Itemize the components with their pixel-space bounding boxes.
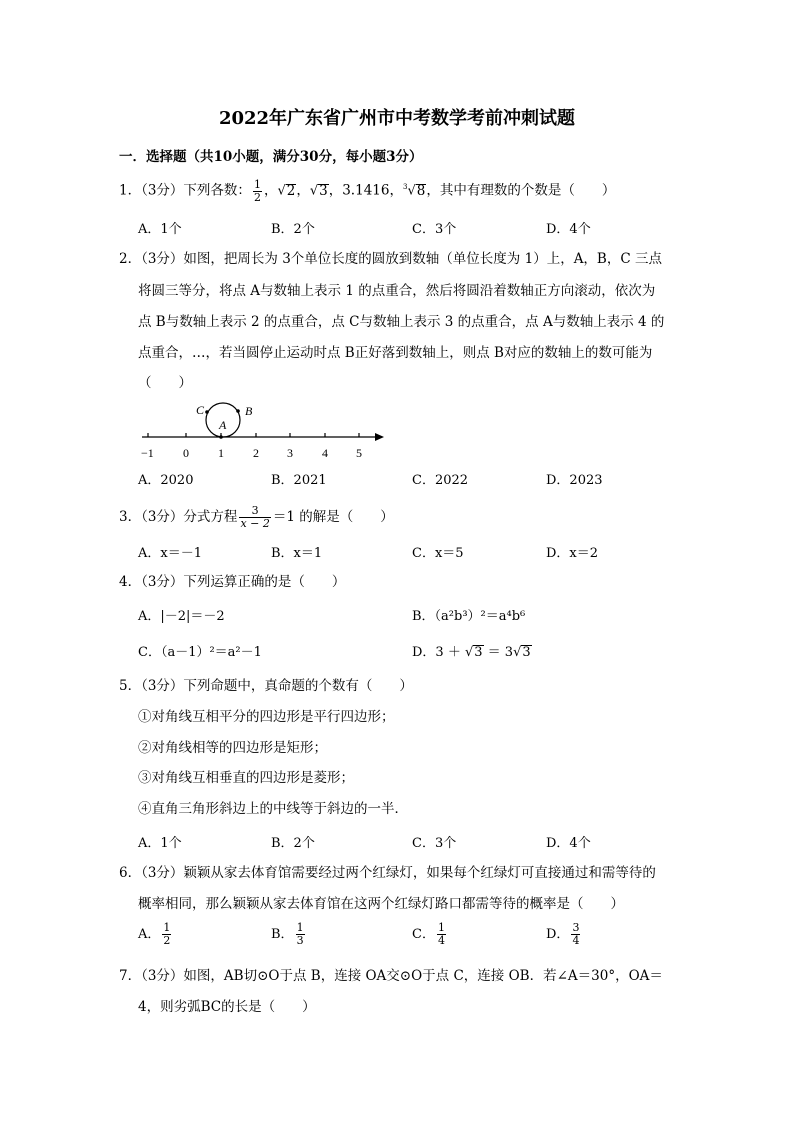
q5-statement-1: ①对角线互相平分的四边形是平行四边形； bbox=[138, 709, 395, 725]
tick-label: −1 bbox=[141, 446, 154, 460]
tick-label: 2 bbox=[253, 446, 259, 460]
q3-option-d[interactable]: D．x＝2 bbox=[546, 546, 599, 561]
q6-option-d[interactable]: D． $\frac{3}{4}$ bbox=[546, 921, 580, 947]
q5-option-b[interactable]: B．2个 bbox=[271, 836, 315, 851]
q5-statement-4: ④直角三角形斜边上的中线等于斜边的一半． bbox=[138, 801, 408, 817]
tick-label: 3 bbox=[287, 446, 293, 460]
point-label-b: B bbox=[245, 404, 253, 418]
section-heading: 一．选择题（共10小题，满分30分，每小题3分） bbox=[119, 149, 423, 165]
q5-option-a[interactable]: A．1个 bbox=[138, 836, 182, 851]
question-4-stem: 4．（3分）下列运算正确的是（ ） bbox=[119, 574, 346, 590]
question-2-line-3: 点 B与数轴上表示 2 的点重合，点 C与数轴上表示 3 的点重合，点 A与数轴上表示 4 的 bbox=[138, 314, 665, 330]
tick-label: 0 bbox=[183, 446, 189, 460]
q6-option-a[interactable]: A． $\frac{1}{2}$ bbox=[138, 921, 171, 947]
q6-option-c[interactable]: C． $\frac{1}{4}$ bbox=[412, 921, 445, 947]
question-2-line-1: 2．（3分）如图，把周长为 3个单位长度的圆放到数轴（单位长度为 1）上，A，B，C 三点 bbox=[119, 251, 662, 267]
question-2-line-5: （ ） bbox=[138, 375, 192, 391]
page-title: 2022年广东省广州市中考数学考前冲刺试题 bbox=[218, 108, 576, 129]
fraction: $\frac{3}{x - 2}$ bbox=[240, 504, 270, 530]
question-3-stem: 3．（3分）分式方程 $\frac{3}{x - 2}$ ＝1 的解是（ ） bbox=[119, 504, 394, 530]
tick-label: 4 bbox=[322, 446, 328, 460]
q5-option-d[interactable]: D．4个 bbox=[546, 836, 591, 851]
q5-option-c[interactable]: C．3个 bbox=[412, 836, 457, 851]
q6-option-b[interactable]: B． $\frac{1}{3}$ bbox=[271, 921, 304, 947]
q2-option-d[interactable]: D．2023 bbox=[546, 473, 603, 488]
q1-option-a[interactable]: A．1个 bbox=[138, 222, 182, 237]
q3-option-a[interactable]: A．x＝－1 bbox=[138, 546, 202, 561]
point-label-c: C bbox=[196, 403, 205, 417]
question-7-line-1: 7．（3分）如图，AB切⊙O于点 B，连接 OA交⊙O于点 C，连接 OB．若∠A＝30°，OA＝ bbox=[119, 968, 663, 984]
q3-option-b[interactable]: B．x＝1 bbox=[271, 546, 323, 561]
question-6-line-1: 6．（3分）颖颖从家去体育馆需要经过两个红绿灯，如果每个红绿灯可直接通过和需等待的 bbox=[119, 865, 656, 881]
question-2-line-4: 点重合，…，若当圆停止运动时点 B正好落到数轴上，则点 B对应的数轴上的数可能为 bbox=[138, 345, 653, 361]
question-1-stem: 1．（3分）下列各数： $\frac{1}{2}$ ，√2，√3，3.1416，$^3$√8，其中有理数的个数是（ ） bbox=[119, 177, 616, 204]
q1-option-b[interactable]: B．2个 bbox=[271, 222, 315, 237]
number-line-figure bbox=[130, 395, 400, 465]
tick-label: 1 bbox=[218, 446, 224, 460]
q1-option-c[interactable]: C．3个 bbox=[412, 222, 457, 237]
question-6-line-2: 概率相同，那么颖颖从家去体育馆在这两个红绿灯路口都需等待的概率是（ ） bbox=[138, 896, 624, 912]
q4-option-d[interactable]: D．3 ＋ √3 ＝ 3√3 bbox=[412, 645, 531, 660]
q4-option-a[interactable]: A．|－2|＝－2 bbox=[138, 609, 225, 624]
q3-option-c[interactable]: C．x＝5 bbox=[412, 546, 464, 561]
question-5-stem: 5．（3分）下列命题中，真命题的个数有（ ） bbox=[119, 678, 413, 694]
point-label-a: A bbox=[219, 418, 227, 432]
q2-option-a[interactable]: A．2020 bbox=[138, 473, 194, 488]
question-2-line-2: 将圆三等分，将点 A与数轴上表示 1 的点重合，然后将圆沿着数轴正方向滚动，依次为 bbox=[138, 283, 656, 299]
q5-statement-3: ③对角线互相垂直的四边形是菱形； bbox=[138, 770, 354, 786]
question-7-line-2: 4，则劣弧BC的长是（ ） bbox=[138, 999, 316, 1015]
tick-label: 5 bbox=[356, 446, 362, 460]
fraction: $\frac{1}{2}$ bbox=[253, 177, 261, 204]
q5-statement-2: ②对角线相等的四边形是矩形； bbox=[138, 740, 327, 756]
q1-option-d[interactable]: D．4个 bbox=[546, 222, 591, 237]
q2-option-b[interactable]: B．2021 bbox=[271, 473, 327, 488]
q4-option-b[interactable]: B．（a²b³）²＝a⁴b⁶ bbox=[412, 609, 526, 624]
q4-option-c[interactable]: C．（a－1）²＝a²－1 bbox=[138, 645, 262, 660]
q2-option-c[interactable]: C．2022 bbox=[412, 473, 469, 488]
